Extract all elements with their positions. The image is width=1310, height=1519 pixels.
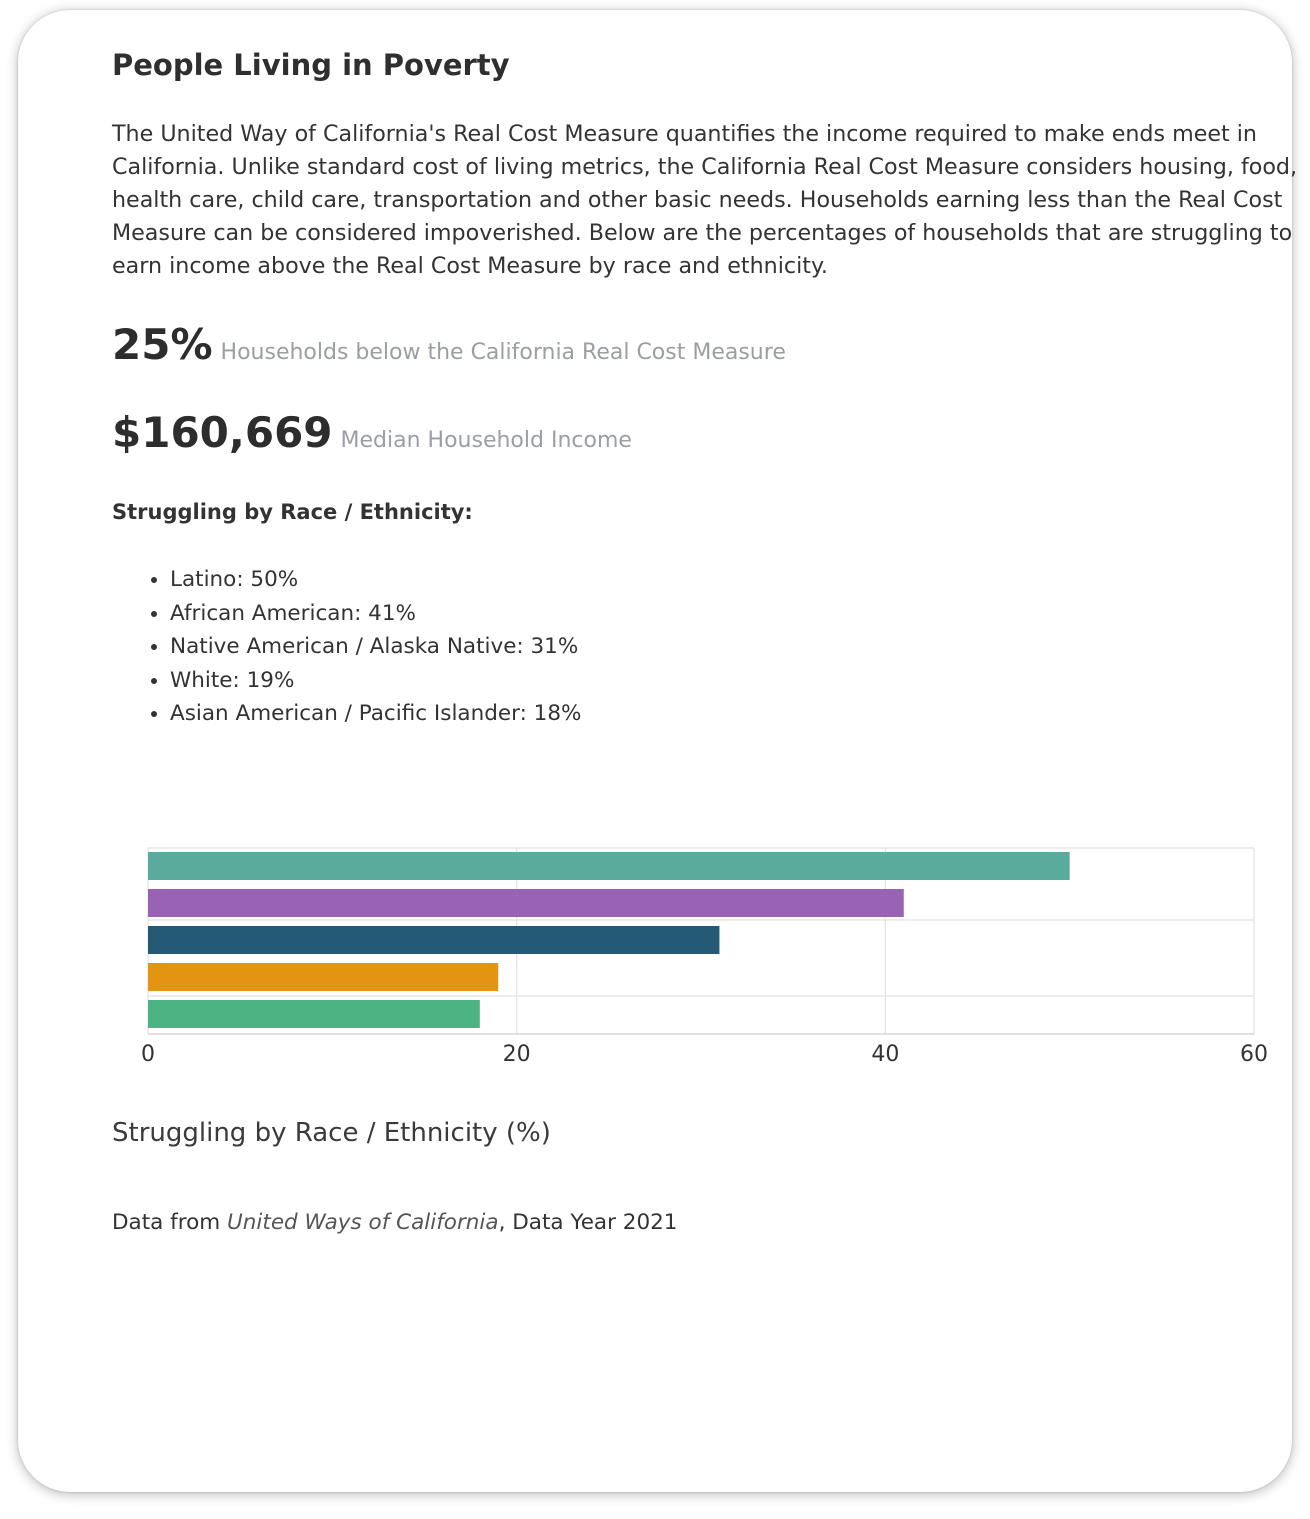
list-item: • Latino: 50%: [170, 563, 581, 597]
bar-5: [148, 1000, 480, 1028]
stat-label: Households below the California Real Cost Measure: [220, 340, 786, 365]
x-tick-label: 20: [502, 1042, 531, 1067]
stat-value: 25%: [112, 320, 213, 369]
data-source: [112, 1210, 678, 1235]
bar-4: [148, 963, 498, 991]
list-item: • African American: 41%: [170, 597, 581, 631]
bar-2: [148, 889, 904, 917]
x-tick-label: 0: [141, 1042, 155, 1067]
bar-chart: [18, 10, 1292, 1110]
stat-value: $160,669: [112, 408, 333, 457]
source-prefix: Data from: [112, 1210, 228, 1235]
list-item: • White: 19%: [170, 664, 581, 698]
source-link[interactable]: United Ways of California: [227, 1210, 499, 1235]
bar-3: [148, 926, 719, 954]
source-suffix: , Data Year 2021: [498, 1210, 678, 1235]
chart-caption: Struggling by Race / Ethnicity (%): [112, 1118, 551, 1148]
bar-1: [148, 852, 1070, 880]
list-item: • Native American / Alaska Native: 31%: [170, 630, 581, 664]
description-text: The United Way of California's Real Cost Measure quantifies the income required to make ends meet in California. Unlike standard cost of living metrics, the California Real Cost Measure considers housing, food, health care, child care, transportation and other basic needs. Households earning less than the Real Cost Measure can be considered impoverished. Below are the percentages of households that are struggling to earn income above the Real Cost Measure by race and ethnicity.: [112, 121, 1298, 279]
x-tick-label: 40: [871, 1042, 900, 1067]
page-title: People Living in Poverty: [112, 48, 510, 82]
x-tick-label: 60: [1240, 1042, 1268, 1067]
poverty-card: [18, 10, 1298, 1492]
list-heading: Struggling by Race / Ethnicity:: [112, 500, 473, 524]
stat-label: Median Household Income: [340, 428, 632, 453]
list-item: • Asian American / Pacific Islander: 18%: [170, 697, 581, 731]
